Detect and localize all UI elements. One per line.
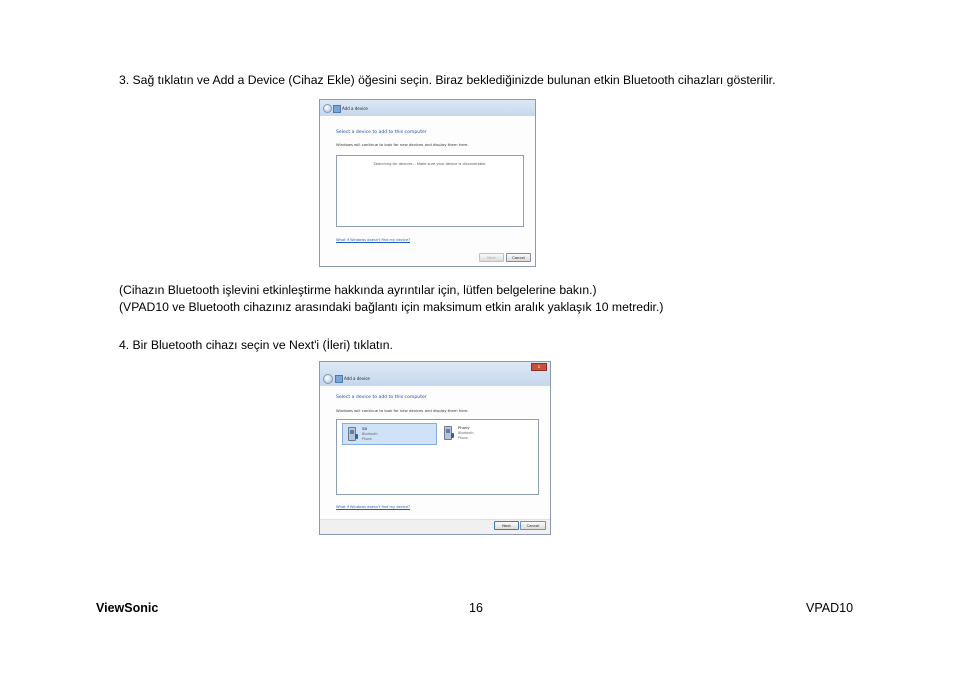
help-link[interactable]: What if Windows doesn't find my device? [336,505,411,509]
device-category: Phone [458,436,468,440]
bluetooth-wizard-icon [335,375,343,383]
step-3-text: 3. Sağ tıklatın ve Add a Device (Cihaz Ekle) öğesini seçin. Biraz beklediğinizde bulunan etkin Bluetooth cihazları gösterilir. [119,73,776,87]
footer-page-number: 16 [469,601,483,615]
next-button[interactable]: Next [494,521,519,530]
device-item-selected[interactable] [342,423,437,445]
cancel-button[interactable]: Cancel [506,253,531,262]
step-4-text: 4. Bir Bluetooth cihazı seçin ve Next'i (İleri) tıklatın. [119,338,393,352]
device-category: Phone [362,437,372,441]
next-button[interactable]: Next [479,253,504,262]
dialog-subtext: Windows will continue to look for new devices and display them here. [336,408,469,413]
dialog-heading: Select a device to add to this computer [336,395,427,400]
bluetooth-wizard-icon [333,105,341,113]
dialog-title: Add a device [342,106,368,111]
device-type: Bluetooth [362,432,378,436]
close-icon[interactable]: x [531,363,547,371]
dialog-title-bar [320,362,550,386]
dialog-title-bar [320,100,535,116]
device-name: SB [362,426,368,431]
add-device-dialog-select [319,361,551,535]
cancel-button[interactable]: Cancel [520,521,546,530]
device-type: Bluetooth [458,431,474,435]
dialog-subtext: Windows will continue to look for new devices and display them here. [336,142,469,147]
dialog-heading: Select a device to add to this computer [336,130,427,135]
searching-message: Searching for devices... Make sure your device is discoverable. [373,162,487,166]
device-list-box [336,419,539,495]
footer-model: VPAD10 [806,601,854,615]
add-device-dialog-searching [319,99,536,267]
help-link[interactable]: What if Windows doesn't find my device? [336,238,411,242]
note-line-1: (Cihazın Bluetooth işlevini etkinleştirme hakkında ayrıntılar için, lütfen belgelerine bakın.) [119,283,597,297]
bluetooth-icon [355,434,358,439]
dialog-title: Add a device [344,376,370,381]
back-arrow-icon[interactable] [323,104,332,113]
note-line-2: (VPAD10 ve Bluetooth cihazınız arasındaki bağlantı için maksimum etkin aralık yaklaşık 10 metredir.) [119,300,664,314]
device-name: Phony [458,425,470,430]
device-list-box[interactable] [336,155,524,227]
back-arrow-icon[interactable] [323,374,333,384]
bluetooth-icon [451,433,454,438]
footer-brand: ViewSonic [96,601,159,615]
device-item[interactable] [439,423,499,443]
